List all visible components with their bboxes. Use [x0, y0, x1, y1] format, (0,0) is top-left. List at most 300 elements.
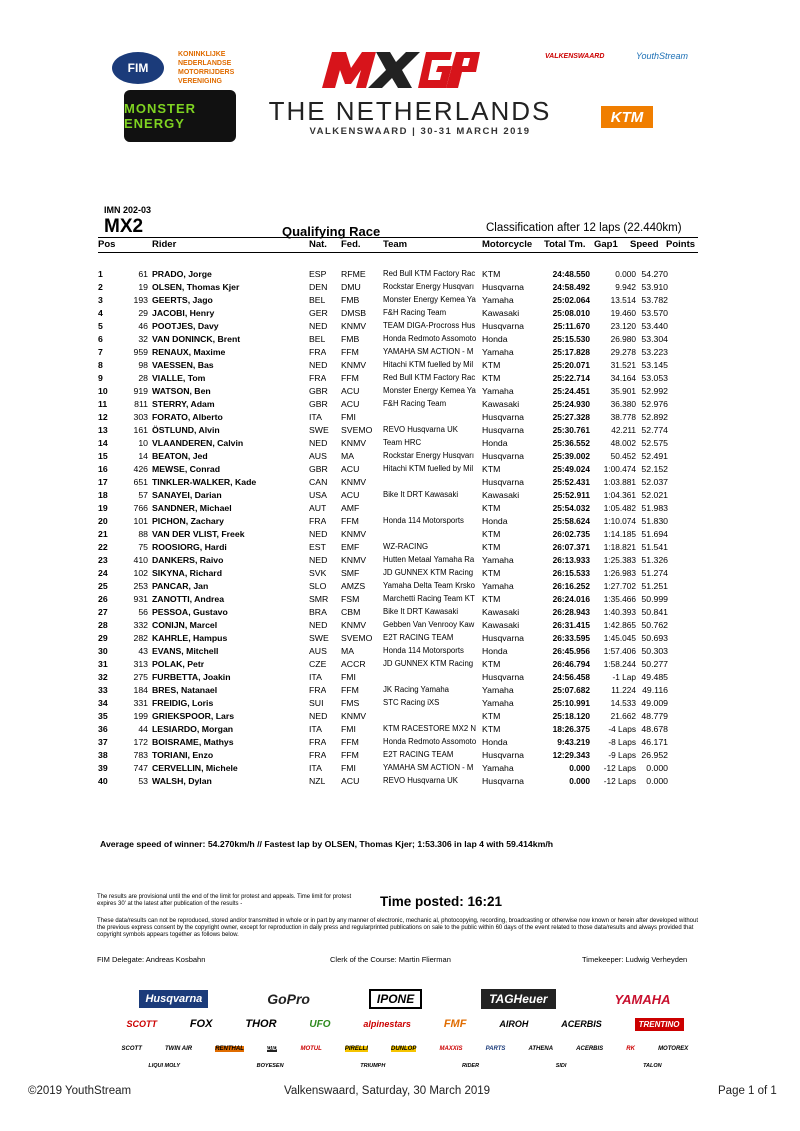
rider-name: POLAK, Petr — [152, 659, 205, 669]
federation: ACU — [341, 386, 360, 396]
total-time: 24:56.458 — [552, 672, 590, 682]
table-row — [98, 763, 698, 777]
team-name: JD GUNNEX KTM Racing — [383, 659, 474, 668]
federation: FMI — [341, 672, 356, 682]
nationality: FRA — [309, 737, 327, 747]
table-row — [98, 711, 698, 725]
motorcycle: Honda — [482, 646, 508, 656]
rider-name: VAN DER VLIST, Freek — [152, 529, 245, 539]
rider-number: 931 — [133, 594, 148, 604]
federation: DMSB — [341, 308, 367, 318]
position: 27 — [98, 607, 108, 617]
team-name: Bike It DRT Kawasaki — [383, 607, 459, 616]
team-name: F&H Racing Team — [383, 399, 447, 408]
total-time: 25:20.071 — [552, 360, 590, 370]
sponsor-logo: GoPro — [267, 991, 310, 1007]
position: 8 — [98, 360, 103, 370]
position: 9 — [98, 373, 103, 383]
gap-time: -8 Laps — [608, 737, 636, 747]
motorcycle: Yamaha — [482, 685, 514, 695]
nationality: FRA — [309, 685, 327, 695]
avg-speed: 53.910 — [641, 282, 668, 292]
rider-name: WALSH, Dylan — [152, 776, 212, 786]
event-subtitle: VALKENSWAARD | 30-31 MARCH 2019 — [309, 126, 531, 137]
imn-code: IMN 202-03 — [104, 205, 152, 215]
nationality: CAN — [309, 477, 328, 487]
page-number: Page 1 of 1 — [718, 1085, 777, 1097]
sponsor-logo: SCOTT — [126, 1019, 157, 1029]
rider-number: 102 — [133, 568, 148, 578]
gap-time: 1:45.045 — [603, 633, 636, 643]
rider-number: 172 — [133, 737, 148, 747]
team-name: Honda Redmoto Assomoto — [383, 737, 477, 746]
motorcycle: KTM — [482, 659, 501, 669]
federation: KNMV — [341, 477, 367, 487]
team-name: Hutten Metaal Yamaha Ra — [383, 555, 475, 564]
table-row — [98, 399, 698, 413]
team-name: Red Bull KTM Factory Rac — [383, 373, 476, 382]
gap-time: 1:27.702 — [603, 581, 636, 591]
total-time: 25:22.714 — [552, 373, 590, 383]
avg-speed: 53.223 — [641, 347, 668, 357]
sponsor-logo: LIQUI MOLY — [148, 1063, 181, 1069]
rider-number: 101 — [133, 516, 148, 526]
motorcycle: KTM — [482, 724, 501, 734]
copyright: ©2019 YouthStream — [28, 1085, 132, 1097]
total-time: 25:11.670 — [553, 321, 590, 331]
motorcycle: Honda — [482, 438, 508, 448]
avg-speed: 52.575 — [641, 438, 668, 448]
position: 22 — [98, 542, 108, 552]
team-name: Honda 114 Motorsports — [383, 516, 464, 525]
race-name: Qualifying Race — [282, 224, 381, 239]
nationality: ITA — [309, 672, 322, 682]
rider-name: BRES, Natanael — [152, 685, 218, 695]
sponsor-logo: BOYESEN — [256, 1063, 284, 1069]
rider-number: 253 — [133, 581, 148, 591]
nationality: NED — [309, 555, 328, 565]
motorcycle: KTM — [482, 568, 501, 578]
total-time: 26:46.794 — [552, 659, 590, 669]
total-time: 25:02.064 — [552, 295, 590, 305]
federation: DMU — [341, 282, 361, 292]
table-row — [98, 503, 698, 517]
position: 29 — [98, 633, 108, 643]
avg-speed: 54.270 — [641, 269, 668, 279]
nationality: GBR — [309, 464, 328, 474]
nationality: NED — [309, 360, 328, 370]
nationality: BEL — [309, 295, 326, 305]
rider-number: 10 — [138, 438, 148, 448]
sponsor-logo: alpinestars — [363, 1019, 411, 1029]
avg-speed: 0.000 — [646, 776, 668, 786]
col-motorcycle: Motorcycle — [482, 239, 533, 250]
gap-time: 1:00.474 — [603, 464, 636, 474]
race-stats: Average speed of winner: 54.270km/h // Fastest lap by OLSEN, Thomas Kjer; 1:53.306 in lap 4 with 59.414km/h — [100, 839, 554, 849]
sponsor-logo: PIRELLI — [344, 1046, 368, 1052]
avg-speed: 52.021 — [641, 490, 668, 500]
motorcycle: KTM — [482, 464, 501, 474]
federation: FFM — [341, 373, 359, 383]
position: 15 — [98, 451, 108, 461]
results-header — [98, 237, 698, 253]
avg-speed: 50.999 — [641, 594, 668, 604]
rider-name: RENAUX, Maxime — [152, 347, 226, 357]
motorcycle: Honda — [482, 516, 508, 526]
rider-name: TORIANI, Enzo — [152, 750, 214, 760]
gap-time: 14.533 — [610, 698, 636, 708]
rider-name: VIALLE, Tom — [152, 373, 206, 383]
federation: FFM — [341, 516, 359, 526]
motorcycle: KTM — [482, 542, 501, 552]
sponsor-logo: MOTOREX — [658, 1046, 689, 1052]
rider-name: SIKYNA, Richard — [152, 568, 222, 578]
sponsors-row-2 — [110, 1015, 700, 1033]
federation: KNMV — [341, 620, 367, 630]
gap-time: 1:25.383 — [603, 555, 636, 565]
motorcycle: Yamaha — [482, 386, 514, 396]
federation: FMS — [341, 698, 360, 708]
rider-name: ZANOTTI, Andrea — [152, 594, 225, 604]
rider-name: PANCAR, Jan — [152, 581, 209, 591]
rider-name: FORATO, Alberto — [152, 412, 223, 422]
nationality: FRA — [309, 347, 327, 357]
rider-number: 651 — [133, 477, 148, 487]
rider-number: 331 — [133, 698, 148, 708]
total-time: 26:24.016 — [552, 594, 590, 604]
table-row — [98, 334, 698, 348]
team-name: REVO Husqvarna UK — [383, 776, 458, 785]
federation: KNMV — [341, 321, 367, 331]
table-row — [98, 542, 698, 556]
motorcycle: Yamaha — [482, 555, 514, 565]
rider-number: 193 — [133, 295, 148, 305]
gap-time: 1:35.466 — [603, 594, 636, 604]
total-time: 26:28.943 — [552, 607, 590, 617]
table-row — [98, 529, 698, 543]
sponsor-logo: FOX — [189, 1018, 213, 1030]
rider-number: 61 — [138, 269, 148, 279]
sponsor-logo: TWIN AIR — [165, 1046, 193, 1052]
rider-name: POOTJES, Davy — [152, 321, 219, 331]
rider-name: LESIARDO, Morgan — [152, 724, 234, 734]
avg-speed: 52.491 — [641, 451, 668, 461]
motorcycle: KTM — [482, 373, 501, 383]
rider-number: 75 — [138, 542, 148, 552]
rider-number: 32 — [138, 334, 148, 344]
gap-time: 31.521 — [610, 360, 636, 370]
team-name: Yamaha Delta Team Krsko — [383, 581, 476, 590]
rider-name: BEATON, Jed — [152, 451, 208, 461]
federation: AMF — [341, 503, 360, 513]
federation: EMF — [341, 542, 360, 552]
federation: SVEMO — [341, 425, 373, 435]
rider-number: 19 — [138, 282, 148, 292]
federation: AMZS — [341, 581, 366, 591]
position: 4 — [98, 308, 103, 318]
federation: FFM — [341, 737, 359, 747]
table-row — [98, 386, 698, 400]
avg-speed: 48.779 — [641, 711, 668, 721]
ktm-logo: KTM — [601, 106, 653, 128]
rider-number: 184 — [133, 685, 148, 695]
sponsor-logo: RIDER — [461, 1063, 480, 1069]
nationality: SMR — [309, 594, 329, 604]
table-row — [98, 490, 698, 504]
table-row — [98, 412, 698, 426]
total-time: 25:49.024 — [552, 464, 590, 474]
table-row — [98, 347, 698, 361]
sponsor-logo: Husqvarna — [139, 990, 208, 1008]
table-row — [98, 698, 698, 712]
rider-name: EVANS, Mitchell — [152, 646, 219, 656]
col-total: Total Tm. — [544, 239, 586, 250]
rider-number: 303 — [133, 412, 148, 422]
rider-name: PESSOA, Gustavo — [152, 607, 228, 617]
position: 28 — [98, 620, 108, 630]
gap-time: 35.901 — [610, 386, 636, 396]
nationality: AUT — [309, 503, 327, 513]
position: 34 — [98, 698, 108, 708]
sponsor-logo: SIDI — [555, 1063, 567, 1069]
total-time: 26:13.933 — [552, 555, 590, 565]
nationality: GBR — [309, 386, 328, 396]
motorcycle: Husqvarna — [482, 477, 525, 487]
nationality: DEN — [309, 282, 328, 292]
sponsor-logo: ACERBIS — [561, 1019, 602, 1029]
motorcycle: Honda — [482, 737, 508, 747]
nationality: AUS — [309, 451, 327, 461]
table-row — [98, 477, 698, 491]
motorcycle: Husqvarna — [482, 451, 525, 461]
rider-number: 88 — [138, 529, 148, 539]
sponsors-row-3 — [110, 1043, 700, 1055]
table-row — [98, 516, 698, 530]
valkenswaard-logo: VALKENSWAARD — [545, 53, 605, 60]
table-row — [98, 633, 698, 647]
rider-number: 43 — [138, 646, 148, 656]
gap-time: 11.224 — [611, 685, 636, 695]
motorcycle: KTM — [482, 594, 501, 604]
table-row — [98, 321, 698, 335]
team-name: Bike It DRT Kawasaki — [383, 490, 459, 499]
gap-time: 1:04.361 — [603, 490, 636, 500]
position: 11 — [98, 399, 108, 409]
federation: KNMV — [341, 529, 367, 539]
rider-number: 426 — [133, 464, 148, 474]
sponsor-logo: THOR — [245, 1018, 277, 1030]
position: 18 — [98, 490, 108, 500]
sponsor-logo: YAMAHA — [614, 991, 671, 1007]
avg-speed: 48.678 — [641, 724, 668, 734]
nationality: SWE — [309, 425, 329, 435]
table-row — [98, 568, 698, 582]
position: 38 — [98, 750, 108, 760]
avg-speed: 52.037 — [641, 477, 668, 487]
rider-name: ROOSIORG, Hardi — [152, 542, 227, 552]
monster-energy-logo: MONSTER ENERGY — [124, 90, 236, 142]
avg-speed: 50.841 — [641, 607, 668, 617]
rider-number: 959 — [133, 347, 148, 357]
total-time: 25:39.002 — [552, 451, 590, 461]
rider-name: KAHRLE, Hampus — [152, 633, 228, 643]
rider-name: SANDNER, Michael — [152, 503, 232, 513]
total-time: 25:36.552 — [552, 438, 590, 448]
table-row — [98, 451, 698, 465]
nationality: BRA — [309, 607, 327, 617]
position: 39 — [98, 763, 108, 773]
avg-speed: 53.145 — [641, 360, 668, 370]
avg-speed: 50.762 — [641, 620, 668, 630]
col-nat: Nat. — [309, 239, 327, 250]
gap-time: 21.662 — [610, 711, 636, 721]
avg-speed: 51.326 — [641, 555, 668, 565]
rider-number: 46 — [138, 321, 148, 331]
sponsor-logo: DID — [267, 1046, 278, 1052]
rider-number: 98 — [138, 360, 148, 370]
position: 2 — [98, 282, 103, 292]
avg-speed: 52.152 — [641, 464, 668, 474]
total-time: 25:52.911 — [553, 490, 590, 500]
federation: FMB — [341, 334, 360, 344]
team-name: Gebben Van Venrooy Kaw — [383, 620, 475, 629]
sponsor-logo: DUNLOP — [391, 1046, 417, 1052]
sponsors-row-1 — [110, 988, 700, 1010]
total-time: 0.000 — [569, 763, 590, 773]
nationality: EST — [309, 542, 326, 552]
total-time: 25:15.530 — [552, 334, 590, 344]
gap-time: 36.380 — [610, 399, 636, 409]
nationality: SWE — [309, 633, 329, 643]
total-time: 25:27.328 — [552, 412, 590, 422]
position: 13 — [98, 425, 108, 435]
sponsor-logo: RENTHAL — [215, 1046, 244, 1052]
gap-time: 1:10.074 — [603, 516, 636, 526]
team-name: Rockstar Energy Husqvarı — [383, 282, 474, 291]
sponsor-logo: MOTUL — [300, 1046, 322, 1052]
rider-name: TINKLER-WALKER, Kade — [152, 477, 257, 487]
avg-speed: 53.304 — [641, 334, 668, 344]
avg-speed: 53.782 — [641, 295, 668, 305]
motorcycle: Honda — [482, 334, 508, 344]
avg-speed: 53.053 — [641, 373, 668, 383]
gap-time: 42.211 — [611, 425, 636, 435]
rider-number: 919 — [133, 386, 148, 396]
table-row — [98, 620, 698, 634]
position: 30 — [98, 646, 108, 656]
nationality: NED — [309, 711, 328, 721]
table-row — [98, 425, 698, 439]
federation: SVEMO — [341, 633, 373, 643]
federation: ACU — [341, 490, 360, 500]
total-time: 24:48.550 — [552, 269, 590, 279]
total-time: 26:31.415 — [552, 620, 590, 630]
rider-name: GEERTS, Jago — [152, 295, 213, 305]
avg-speed: 46.171 — [641, 737, 668, 747]
sponsor-logo: UFO — [309, 1018, 331, 1030]
col-team: Team — [383, 239, 408, 250]
total-time: 12:29.343 — [552, 750, 590, 760]
avg-speed: 51.251 — [641, 581, 668, 591]
federation: FFM — [341, 347, 359, 357]
gap-time: 1:57.406 — [603, 646, 636, 656]
col-points: Points — [666, 239, 696, 250]
team-name: TEAM DIGA-Procross Hus — [383, 321, 476, 330]
table-row — [98, 464, 698, 478]
federation: ACCR — [341, 659, 366, 669]
federation: MA — [341, 451, 355, 461]
rider-name: VAN DONINCK, Brent — [152, 334, 241, 344]
team-name: STC Racing iXS — [383, 698, 440, 707]
rider-name: SANAYEI, Darian — [152, 490, 222, 500]
fim-logo: FIM — [112, 52, 164, 84]
position: 25 — [98, 581, 108, 591]
youthstream-logo: YouthStream — [635, 51, 689, 61]
nationality: USA — [309, 490, 327, 500]
table-row — [98, 659, 698, 673]
motorcycle: Husqvarna — [482, 672, 525, 682]
total-time: 25:24.451 — [552, 386, 590, 396]
federation: RFME — [341, 269, 366, 279]
rider-name: WATSON, Ben — [152, 386, 211, 396]
motorcycle: Kawasaki — [482, 620, 520, 630]
table-row — [98, 646, 698, 660]
avg-speed: 50.303 — [641, 646, 668, 656]
federation: FFM — [341, 685, 359, 695]
rider-name: ÖSTLUND, Alvin — [152, 425, 220, 435]
position: 35 — [98, 711, 108, 721]
fim-delegate: FIM Delegate: Andreas Kosbahn — [97, 955, 206, 964]
position: 26 — [98, 594, 108, 604]
rider-number: 56 — [138, 607, 148, 617]
gap-time: -12 Laps — [603, 776, 636, 786]
motorcycle: Husqvarna — [482, 321, 525, 331]
total-time: 25:07.682 — [552, 685, 590, 695]
federation: FMI — [341, 763, 356, 773]
rider-number: 313 — [133, 659, 148, 669]
position: 33 — [98, 685, 108, 695]
position: 3 — [98, 295, 103, 305]
nationality: BEL — [309, 334, 326, 344]
sponsor-logo: TAGHeuer — [481, 989, 555, 1009]
federation: KNMV — [341, 555, 367, 565]
table-row — [98, 373, 698, 387]
team-name: Hitachi KTM fuelled by Mil — [383, 360, 474, 369]
nationality: SLO — [309, 581, 327, 591]
rider-name: OLSEN, Thomas Kjer — [152, 282, 240, 292]
position: 12 — [98, 412, 108, 422]
team-name: Team HRC — [383, 438, 422, 447]
table-row — [98, 750, 698, 764]
rider-name: VAESSEN, Bas — [152, 360, 214, 370]
avg-speed: 53.440 — [641, 321, 668, 331]
team-name: Marchetti Racing Team KT — [383, 594, 475, 603]
total-time: 18:26.375 — [552, 724, 590, 734]
motorcycle: Husqvarna — [482, 282, 525, 292]
rider-number: 199 — [133, 711, 148, 721]
rider-name: JACOBI, Henry — [152, 308, 215, 318]
avg-speed: 49.009 — [641, 698, 668, 708]
nationality: FRA — [309, 516, 327, 526]
table-row — [98, 438, 698, 452]
nationality: ITA — [309, 724, 322, 734]
team-name: E2T RACING TEAM — [383, 750, 454, 759]
sponsors-row-4 — [110, 1061, 700, 1071]
rider-name: BOISRAME, Mathys — [152, 737, 234, 747]
federation: ACU — [341, 464, 360, 474]
avg-speed: 51.541 — [641, 542, 668, 552]
team-name: JD GUNNEX KTM Racing — [383, 568, 474, 577]
